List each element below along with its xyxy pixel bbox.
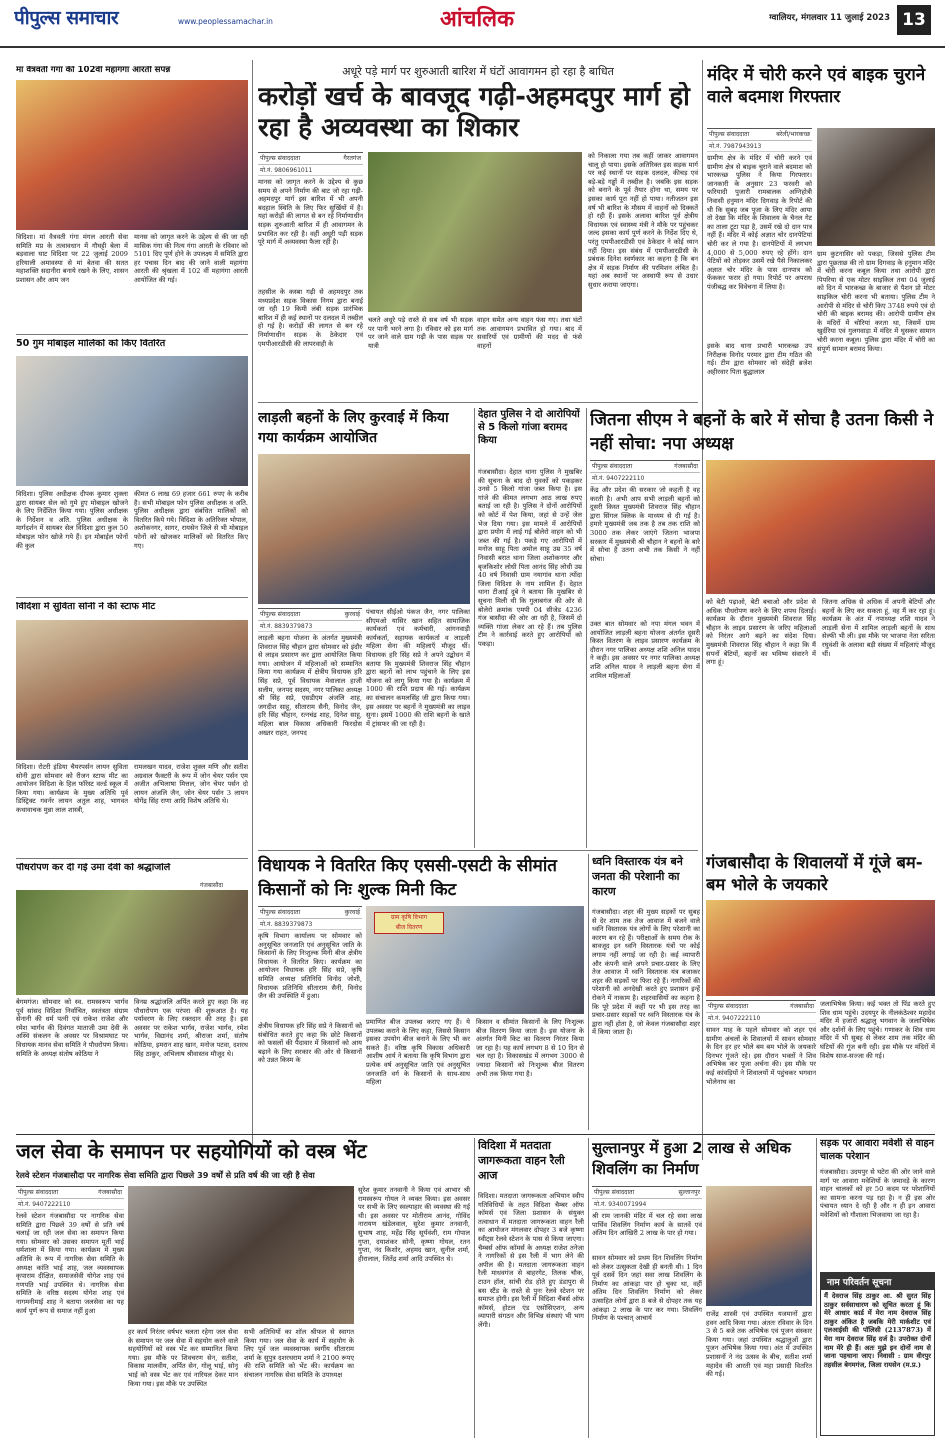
photo-staffmeet [16, 620, 248, 760]
caption-aarti-1: विदिशा। मां वैत्रवती गंगा मंगल आरती सेवा समिति मप्र के तत्वावधान में गौघट्टी बेला में बड़वाला घाट विदिशा पर 22 जुलाई 2009 हरियाली अमावस्या से मां बेतवा की सतत महाशक्ति सदानीरा बनाये रखने के लिए, शासन प्रशासन और आम जन [16, 233, 128, 284]
caption-mobile-1: विदिशा। पुलिस अधीक्षक दीपक कुमार शुक्ला द्वारा सायबर सेल को गुमे हुए मोबाइल खोजने के लिए निर्देशित किया गया। पुलिस अधीक्षक के निर्देशन व अति. पुलिस अधीक्षक के मार्गदर्शन में सायबर सेल विदिशा द्वारा कुल 50 मोबाइल फोन खोजे गये हैं। इन मोबाईल फोनों की कुल [16, 490, 128, 550]
jal-place: गंजबासौदा [98, 1189, 122, 1196]
rally-headline: विदिशा में मतदाता जागरूकता वाहन रैली आज [478, 1139, 565, 1182]
shiv-headline: गंजबासौदा के शिवालयों में गूंजे बम-बम भोले के जयकारे [706, 853, 923, 894]
caption-plantation-2: विनम्र श्रद्धांजलि अर्पित करते हुए कहा कि वह पौधारोपण एक परंपरा की शुरूआत है। यह पर्यावरण के लिए रक्तदान की तरह है। इस अवसर पर राकेश भार्गव, राजेश भार्गव, रमेश भार्गव, विद्यानंद शर्मा, श्रीराजा शर्मा, संतोष कोठिया, इमरान शाह खान, मनोज पटवा, दशरथ सिंह ठाकुर, अभिलाष श्रीवास्तव मौजूद थे। [134, 998, 248, 1058]
ladli-headline: लाड़ली बहनों के लिए कुरवाई में किया गया कार्यक्रम आयोजित [258, 410, 449, 446]
jal-text-4: सुरेश कुमार तनवानी ने किया एवं आभार श्री रामस्वरूप गोयल ने व्यक्त किया। इस अवसर पर सभी के लिए स्वल्पाहार की व्यवस्था की गई थी। इस अवसर पर मोतीराम आनंद, गोविंद नारायण खंडेलवाल, सुरेश कुमार तनवानी, सुभाष शाह, महेंद्र सिंह सूर्यवंशी, राम गोपाल गुप्ता, दयाशंकर सोनी, कृष्णा गोयल, रतन गुप्ता, नंद किशोर, अहमद खान, सुनील शर्मा, हीरालाल, जितेंद्र शर्मा आदि उपस्थित थे। [358, 1186, 470, 1263]
jal-mobile: मो.नं. 9407222110 [16, 1199, 124, 1210]
story-plantation-headline: पौधरोपण कर दी गई उमा देवी को श्रद्धांजलि [16, 863, 171, 873]
kisan-text-1: कृषि विभाग कार्यालय पर सोमवार को अनुसूचित जनजाति एवं अनुसूचित जाति के किसानों के लिए निःशुल्क मिनी बीज क्षेत्रीय विधायक ने वितरित किए। कार्यक्रम का आयोजन विधायक हरि सिंह सप्रे, कृषि समिति अध्यक्ष प्रतिनिधि विनोद जोशी, विधायक प्रतिनिधि सीताराम सैनी, विनोद जैन की उपस्थिति में हुआ। [258, 932, 362, 1001]
shiv-byline-block [706, 1000, 816, 1024]
sultan-mobile: मो.नं. 9340071994 [592, 1199, 702, 1210]
theft-mobile: मो.नं. 7987943913 [707, 141, 812, 152]
theft-photo-caption: ग्राम कुटनासिर को पकड़ा, जिससे पुलिस टीम द्वारा पूछताछ की तो ग्राम दिगवाड़ के हनुमान मंदिर में चोरी करना कबूल किया तथा आरोपी द्वारा पिपरिया से एक मोटर साइकिल तथा 04 जुलाई को दिन में भारकच्छ के बाजार से पैशन प्रो मोटर साइकिल चोरी करना भी बताया। पुलिस टीम ने आरोपी से मंदिर से चोरी किए 3748 रुपये एवं दो चोरी की बाइक बरामद की। आरोपी ग्रामीण क्षेत्र के मंदिरों में चोरियां करता था, जिसमें ग्राम खुर्दरिया एवं गुलगवाड़ा में मंदिर में घुसकर सामान चोरी करना कबूल। पुलिस द्वारा मंदिर में चोरी का संपूर्ण सामान बरामद किया। [817, 250, 935, 353]
masthead [0, 0, 945, 48]
shiv-place: गंजबासौदा [790, 1003, 814, 1010]
jal-kicker: रेलवे स्टेशन गंजबासौदा पर नागरिक सेवा समिति द्वारा पिछले 39 वर्षों से प्रति वर्ष की जा रही है सेवा [16, 1170, 315, 1180]
kisan-mobile: मो.नं. 8839379873 [258, 919, 362, 930]
banner-line-2: बीज वितरण [395, 924, 423, 931]
dhwani-text: गंजबासौदा। शहर की मुख्य सड़कों पर सुबह से देर शाम तक तेज आवाज में बजने वाले ध्वनि विस्तारक यंत्र लोगों के लिए परेशानी का कारण बन रहे हैं। परीक्षाओं के समय रोक के बावजूद इन ध्वनि विस्तारक यंत्रों पर कोई लगाम नहीं लगाई जा रही है। कई व्यापारी और कंपनी वाले अपने प्रचार-प्रसार के लिए तेज आवाज में ध्वनि विस्तारक यंत्र बजाकर शहर की सड़कों पर फिरा रहे हैं। नागरिकों की परेशानी को अनदेखी करते हुए प्रशासन इन्हें रोकने में नाकाम है। शहरवासियों का कहना है कि पूरे प्रदेश में कहीं पर भी इस तरह का प्रचार-प्रसार सड़कों पर ध्वनि विस्तारक यंत्र के द्वारा नहीं होता है, जो केवल गंजबासौदा शहर में किया जाता है। [592, 908, 700, 1037]
plantation-place: गंजबासौदा [200, 882, 224, 889]
banner-line-1: ग्राम कृषि विभाग [390, 914, 427, 921]
cm-byline: पीपुल्स संवाददाता [592, 463, 633, 470]
ladli-mobile: मो.नं. 8839379873 [258, 621, 362, 632]
shiv-text-2: जलाभिषेक किया। कई भक्त तो पिंड करते हुए शिव धाम पहुंचे। उदयपुर के नीलकंठेश्वर महादेव मंदिर में हजारों श्रद्धालु भगवान के जलाभिषेक और दर्शनों के लिए पहुंचे। गणाकर के शिव धाम मंदिर में भी सुबह से लेकर शाम तक मंदिर की घंटियों की गूंज बनी रही। इस मौके पर मंदिरों में विशेष साज-सज्जा की गई। [820, 1000, 935, 1060]
lead-text-2: तहसील के कस्बा गढ़ी से अहमदपुर तक मध्यप्रदेश सड़क विकास निगम द्वारा बनाई जा रही 19 किमी लंबी सड़क प्रारंभिक बारिश में ही कई स्थानों पर दलदल में तब्दील हो गई है। करोड़ों की लागत से बन रहे निर्माणाधीन सड़क के ठेकेदार एवं एमपीआरडीसी की लापरवाही के [258, 288, 363, 348]
column-rule [474, 408, 475, 848]
cm-byline-block [590, 460, 700, 484]
divider [16, 334, 248, 335]
column-rule [586, 408, 587, 848]
cow-headline: सड़क पर आवारा मवेशी से वाहन चालक परेशान [820, 1138, 934, 1162]
column-rule [474, 1138, 475, 1438]
cm-place: गंजबासौदा [674, 463, 698, 470]
sultan-headline: सुल्तानपुर में हुआ 2 लाख से अधिक शिवलिंग का निर्माण [592, 1139, 791, 1178]
story-staffmeet-headline: विदिशा में सुविता सोनी ने की स्टाफ मीट [16, 602, 156, 612]
cm-text-1: केंद्र और प्रदेश की सरकार जो कहती है वह करती है। अभी आप सभी लाड़ली बहनों को दूसरी किस्त मुख्यमंत्री शिवराज सिंह चौहान द्वारा सिंगल क्लिक के माध्यम से दी गई है। हमारे मुख्यमंत्री जब तक है तब तक राशि को 3000 तक लेकर जाएंगे जितना भाजपा सरकार में मुख्यमंत्री श्री चौहान ने बहनों के बारे में सोचा है उतना अभी तक किसी ने नहीं सोचा। [590, 486, 700, 563]
section-label: आंचलिक [440, 7, 514, 32]
photo-kisan [366, 906, 584, 1014]
page-number-text: 13 [902, 10, 926, 30]
divider [258, 850, 698, 851]
column-rule [816, 1138, 817, 1438]
lead-byline-block [258, 152, 363, 176]
lead-headline: करोड़ों खर्च के बावजूद गढ़ी-अहमदपुर मार्ग हो रहा है अव्यवस्था का शिकार [258, 82, 690, 143]
theft-headline: मंदिर में चोरी करने एवं बाइक चुराने वाले बदमाश गिरफ्तार [707, 65, 926, 107]
theft-byline: पीपुल्स संवाददाता [709, 131, 750, 138]
lead-byline: पीपुल्स संवाददाता [260, 155, 301, 162]
logo-text: पीपुल्स समाचार [14, 7, 119, 29]
photo-shiv [706, 900, 935, 996]
cm-headline: जितना सीएम ने बहनों के बारे में सोचा है उतना किसी ने नहीं सोचा: नपा अध्यक्ष [590, 410, 934, 454]
section-title [412, 3, 542, 35]
lead-photo-caption: चलते अधूरे पड़े रास्ते से सब वर्ष भी सड़क पर पानी भरने लगा है। रविवार को इस मार्ग पर जाने वाले ग्राम गढ़ी के पास सड़क पर यात्री [368, 316, 473, 350]
divider [258, 402, 698, 403]
cm-text-3: को बेटी पढ़ाओ, बेटी बचाओ और प्रदेश से अधिक पौधरोपण करने के लिए शपथ दिलाई। कार्यक्रम के दौरान मुख्यमंत्री शिवराज सिंह चौहान के लाइव प्रसारण के जरिए महिलाओं को निरंतर आगे बढ़ने का संदेश दिया। मुख्यमंत्री शिवराज सिंह चौहान ने कहा कि मैं सपनों बेटियों, बहनों का भविष्य संवारने में लगा हूं। [706, 598, 816, 667]
jal-headline: जल सेवा के समापन पर सहयोगियों को वस्त्र भेंट [16, 1139, 367, 1163]
caption-aarti-2: मानस को जागृत करने के उद्देश्य से की जा रही मासिक गंगा की नित्य गंगा आरती के रविवार को 5101 दिए पूर्ण होने के उपलक्ष्य में समिति द्वारा हर पचास दिन बाद की जाने वाली महागंगा आरती की श्रृंखला में 102 वीं महागंगा आरती आयोजित की गई। [134, 233, 248, 284]
theft-text-2: इसके बाद थाना प्रभारी भारकच्छ उप निरीक्षक विनोद परमार द्वारा टीम गठित की गई। टीम द्वारा सोमवार को संदेही ब्रजेश अहीरवार पिता बुद्धालाल [707, 342, 812, 376]
photo-mobile [16, 356, 248, 486]
notice-text: मैं देवराज सिंह ठाकुर आ. श्री सुरत सिंह ठाकुर सर्वसाधारण को सूचित करता हूं कि मेरे आधार कार्ड में मेरा नाम देवराज सिंह ठाकुर अंकित है जबकि मेरी मार्कशीट एवं एलआईसी की पॉलिसी (2137873) में मेरा नाम देवराज सिंह दर्ज है। उपरोक्त दोनों नाम मेरे ही हैं। अतः मुझे इन दोनों नाम से जाना पहचाना जाए। निवासी : ग्राम वीरपुर तहसील बेगमगंज, जिला रायसेन (म.प्र.) [824, 1292, 931, 1369]
lead-place: गैरतगंज [343, 155, 361, 162]
column-rule [702, 60, 703, 1160]
cm-text-4: जितना अधिक से अधिक में अपनी बेटियों और बहनों के लिए कर सकता हूं, वह मैं कर रहा हूं। कार्यक्रम के अंत में नपाध्यक्ष शशि यादव ने लाड़ली सेना में शामिल लाड़ली बहनों के साथ सेल्फी भी ली। इस मौके पर भाजपा नेता सरिता रघुवंशी के अलावा बड़ी संख्या में महिलाएं मौजूद थीं। [822, 598, 935, 658]
dhwani-headline: ध्वनि विस्तारक यंत्र बने जनता की परेशानी का कारण [592, 855, 683, 898]
shiv-byline: पीपुल्स संवाददाता [708, 1003, 749, 1010]
jal-byline: पीपुल्स संवाददाता [18, 1189, 59, 1196]
photo-theft [817, 128, 935, 246]
ganja-headline: देहात पुलिस ने दो आरोपियों से 5 किलो गांजा बरामद किया [478, 409, 580, 446]
ladli-byline: पीपुल्स संवाददाता [260, 611, 301, 618]
cow-text: गंजबासौदा। उदयपुर से घटेरा की ओर जाने वाले मार्ग पर आवारा मवेशियों के जमावड़े के कारण वाहन चालकों को हर 50 कदम पर परेशानियों का सामना करना पड़ रहा है। न ही इस ओर पंचायत ध्यान दे रही है और न ही इन आवारा मवेशियों को गौशाला भिजवाया जा रहा है। [820, 1168, 935, 1219]
photo-road [368, 152, 582, 312]
photo-ladli [258, 454, 470, 604]
photo-sultan [706, 1186, 812, 1306]
theft-place: बरेली/भारकच्छ [776, 131, 810, 138]
theft-text-1: ग्रामीण क्षेत्र के मंदिर में चोरी करने एवं ग्रामीण क्षेत्र से बाइक चुराने वाले बदमाश को भारकच्छ पुलिस ने किया गिरफ्तार। जानकारी के अनुसार 23 फरवरी को फरियादी पुजारी रामबालक अग्निहोत्री निवासी हनुमान मंदिर दिगवाड़ के रिपोर्ट की थी कि सुबह जब पूजा के लिए मंदिर आया तो देखा कि मंदिर के शिवालय के चैनल गेट का ताला टूटा पड़ा है, उसमें रखे दो दान पात्र नहीं हैं। मंदिर में कोई अज्ञात चोर दानपेटियां चोरी कर ले गया है। दानपेटियों में लगभग 4,000 से 5,000 रुपए रहे होंगे। दान पेटियों को तोड़कर उसमें रखे पैसे निकालकर अज्ञात चोर मंदिर के पास दानपात्र को फेंककर फरार हो गया। रिपोर्ट पर अपराध पंजीबद्ध कर विवेचना में लिया है। [707, 154, 812, 291]
ladli-text-2: पंचायत सीईओ पंकज जैन, नगर पालिका सीएमओ यासिर खान सहित सामाजिक कार्यकर्ता एवं कर्मचारी, आंगनवाड़ी कार्यकर्ता, सहायक कार्यकर्ता व लाड़ली महिला सेना की महिलाएँ मौजूद थीं। विधायक हरि सिंह सप्रे ने अपने उद्बोधन में बताया कि मुख्यमंत्री शिवराज सिंह चौहान द्वारा बहनों को लाभ पहुंचाने के लिए इस योजना को लागू किया गया है। कार्यक्रम में 1000 की राशि प्रदाय की गई। कार्यक्रम का संचालन कमलसिंह जी द्वारा किया गया। इस अवसर पर बहनों ने मुख्यमंत्री का लाइव सुना। इसमें 1000 की राशि बहनों के खाते में ट्रांसफर की जा रही है। [366, 608, 470, 728]
jal-text-1: रेलवे स्टेशन गंजबासौदा पर नागरिक सेवा समिति द्वारा पिछले 39 वर्षों से प्रति वर्ष चलाई जा रही जल सेवा का समापन किया गया। सोमवार को उसका समापन मूर्ती भाई धर्मशाला में किया गया। कार्यक्रम में मुख्य अतिथि के रूप में नागरिक सेवा समिति के अध्यक्ष कांति भाई शाह, जल व्यवस्थापक कृपाराम दीक्षित, समाजसेवी योगेश शाह एवं गणपति भाई उपस्थित थे। नागरिक सेवा समिति के वरिष्ठ सदस्य योगेश शाह एवं नागमनीमाई शाह ने बताया जलसेवा का यह कार्य पूर्ण रूप से समाज नहीं हुआ [16, 1212, 124, 1315]
ladli-text-1: लाड़ली बहना योजना के अंतर्गत मुख्यमंत्री शिवराज सिंह चौहान द्वारा सोमवार को इंदौर से लाइव प्रसारण कर द्वारा आयोजित किया गया। आयोजन में महिलाओं को सम्मानित किया गया कार्यक्रम में क्षेत्रीय विधायक हरि सिंह सप्रे, पूर्व विधायक मेवालाल हाजी सलीम, जनपद सदस्य, नगर पालिका अध्यक्ष श्री सिंह सप्रे, एसडीएम अंजलि शाह, जगदीश साहू, सीताराम सैनी, विनोद जैन, हरि सिंह चौहान, रत्नचंद्र शाह, दिनेश साहू, महिला बाल विकास अधिकारी फिरदोस अख्तर राहत, जनपद [258, 634, 362, 737]
kisan-place: कुरवाई [344, 909, 360, 916]
sultan-text-2: सावन सोमवार को प्रथम दिन शिवलिंग निर्माण को लेकर उत्सुकता देखी ही बनती थी। 1 दिन पूर्व दसवें दिन जहां सवा लाख शिवलिंग के निर्माण का आंकड़ा पार हो चुका था, वहीं अंतिम दिन शिवलिंग निर्माण को लेकर उत्साहित लोगों द्वारा 8 बजे से दोपहर तक यह आंकड़ा 2 लाख के पार कर गया। शिवलिंग निर्माण के पश्चात् आचार्य [592, 1254, 702, 1323]
sultan-byline: पीपुल्स संवाददाता [594, 1189, 635, 1196]
kisan-byline-block [258, 906, 362, 930]
jal-text-2: हर कार्य निरंतर वर्षभर चलता रहेगा जल सेवा के समापन पर जल सेवा में सहयोग करने वाले सहयोगियों को वस्त्र भेंट कर सम्मानित किया गया। इस मौके पर शिवचरण सेन, सतीश, विकास मालवीय, अर्पित सेन, गोलू भाई, सोनू भाई को वस्त्र भेंट कर एवं नारियल देकर मान किया गया। इस मौके पर उपस्थित [128, 1328, 238, 1388]
kisan-headline: विधायक ने वितरित किए एससी-एसटी के सीमांत किसानों को निः शुल्क मिनी किट [258, 856, 557, 900]
story-mobile-headline: 50 गुम मोबाइल मालिकों को किए वितरित [16, 339, 166, 349]
caption-staffmeet-1: विदिशा। रोटरी इंडिया चैयरपर्सन लायन सुविता सोनी द्वारा सोमवार को रीजन स्टाफ मीट का आयोजन विदिशा के हिल फॉरेस्ट वर्ल्ड स्कूल में किया गया। कार्यक्रम के मुख्य अतिथि पूर्व डिस्ट्रिक्ट गवर्नर लायन अतुल शाह, भागवत कथावाचक मुन्ना लाल शास्त्री, [16, 763, 128, 814]
column-rule [252, 60, 253, 1160]
column-rule [588, 1138, 589, 1438]
column-rule [588, 854, 589, 1130]
kisan-text-3: किसान व सीमांत किसानों के लिए निःशुल्क बीज वितरण किया जाता है। इस योजना के अंतर्गत मिनी किट का वितरण निरंतर किया जा रहा है। यह कार्य लगभग 8 से 10 दिन से चल रहा है। विकासखंड में लगभग 3000 से ज्यादा किसानों को निःशुल्क बीज वितरण अभी तक किया गया है। [476, 1018, 584, 1078]
ganja-text: गंजबासौदा। देहात थाना पुलिस ने मुखबिर की सूचना के बाद दो युवकों को पकड़कर उनसे 5 किलो गांजा जब्त किया है। इस गांजे की कीमत लगभग आठ लाख रुपए बताई जा रही है। पुलिस ने दोनों आरोपियों को कोर्ट में पेश किया, जहां से उन्हें जेल भेज दिया गया। इस मामले में आरोपियों द्वारा प्रयोग में लाई गई बोलेरो वाहन को भी जब्त की गई है। पकड़े गए आरोपियों में मनोज साहू पिता अमोल साहू उम्र 35 वर्ष निवासी बरात थाना जिला अशोकनगर और बृजकिशोर लोधी पिता आनंद सिंह लोधी उम्र 40 वर्ष निवासी ग्राम नयागांव थाना त्योंदा जिला विदिशा के नाम शामिल हैं। देहात थाना टीआई दुबे ने बताया कि मुखबिर से सूचना मिली थी कि गुलाबगंज की ओर से बोलेरो क्रमांक एमपी 04 सीजेड 4236 गंज बासौदा की ओर आ रही है, जिसमें दो व्यक्ति गांजा लेकर आ रहे हैं। तब पुलिस टीम ने कार्रवाई करते हुए आरोपियों को पकड़ा। [478, 468, 582, 648]
notice-title: नाम परिवर्तन सूचना [821, 1273, 934, 1290]
caption-plantation-1: बेगमगंज। सोमवार को स्व. रामस्वरूप भार्गव पूर्व सांसद विदिशा निर्वाचित, स्वतंत्रता संग्राम सेनानी की धर्म पत्नी एवं राकेश राजेश और रमेश भार्गव की दिवंगत माताजी उमा देवी के अस्थि संकलन के अवसर पर विश्रामघाट पर विधायक मानव सेवा समिति ने पौधरोपण किया। समिति के अध्यक्ष संतोष कोठिया ने [16, 998, 128, 1058]
sultan-byline-block [592, 1186, 702, 1210]
sultan-text-1: श्री राम जानकी मंदिर में चल रहे सवा लाख पार्थिव शिवलिंग निर्माण कार्य के सातवें एवं अंतिम दिन आखिरी 2 लाख के पार हो गया। [592, 1212, 702, 1238]
ladli-byline-block [258, 608, 362, 632]
rally-text: विदिशा। मतदाता जागरूकता अभियान स्वीप गतिविधियों के तहत विदिशा चैम्बर ऑफ कॉमर्स एवं जिला प्रशासन के संयुक्त तत्वाधान में मतदाता जागरूकता वाहन रैली का आयोजन मंगलवार दोपहर 3 बजे कृष्णा स्वीट्स रेलवे स्टेशन के पास से किया जाएगा। चैम्बर्स ऑफ कॉमर्स के अध्यक्ष राजेश तनेजा ने नागरिकों से इस रैली में भाग लेने की अपील की है। मतदाता जागरूकता वाहन रैली माधवगंज से बाहरगेट, तिलक चौक, टाउन हॉल, सांची रोड होते हुए डंडापुरा से बस स्टैंड के रास्ते से पुनः रेलवे स्टेशन पर समाप्त होगी। इस रैली में विदिशा चैंबर्स ऑफ कॉमर्स, होटल एंड एसोसिएशन, अन्य व्यापारी संगठन और विभिन्न संस्थाएं भी भाग लेंगी। [478, 1192, 584, 1329]
theft-byline-block [707, 128, 812, 152]
kisan-text-2: क्षेत्रीय विधायक हरि सिंह सप्रे ने किसानों को संबोधित करते हुए कहा कि छोटे किसानों को फसलों की पैदावार में किसानों को आय बढ़ाने के लिए सरकार की ओर से किसानों को उन्नत किस्म के [258, 1022, 362, 1065]
shiv-text-1: सावन माह के पहले सोमवार को शहर एवं ग्रामीण अंचलों के शिवालयों में सावन सोमवार के दिन हर हर भोले बम बम भोले के जयकारे दिनभर गूंजते रहे। इस दौरान भक्तों ने शिव अभिषेक कर पूजा अर्चना की। इस मौके पर कई कांवड़ियों ने शिवालयों में पहुंचकर भगवान भोलेनाथ का [706, 1026, 816, 1086]
lead-text-3: वाहन समेत अन्य वाहन फंस गए। तथा घंटों तक आवागमन प्रभावित हो गया। बाद में सवारियों एवं ग्रामीणों की मदद से फंसे वाहनों [477, 316, 582, 350]
kisan-byline: पीपुल्स संवाददाता [260, 909, 301, 916]
lead-kicker: अधूरे पड़े मार्ग पर शुरुआती बारिश में घंटों आवागमन हो रहा है बाधित [342, 65, 614, 78]
caption-mobile-2: कीमत 6 लाख 69 हजार 661 रुपए के करीब है। सभी मोबाइल फोन पुलिस अधीक्षक व अति. पुलिस अधीक्षक द्वारा संबंधित मालिकों को वितरित किये गये। विदिशा के अतिरिक्त भोपाल, अशोकनगर, सागर, रायसेन जिले से भी मोबाइल फोनों को खोजकर मालिकों को वितरित किए गए। [134, 490, 248, 550]
cm-text-2: उक्त बात सोमवार को नपा मंगल भवन में आयोजित लाड़ली बहना योजना अंतर्गत दूसरी किस्त वितरण के लाइव प्रसारण कार्यक्रम के दौरान नगर पालिका अध्यक्ष शशि अनिल यादव ने कही। इस अवसर पर नगर पालिका अध्यक्ष शशि अनिल यादव ने लाड़ली बहना सेना में शामिल महिलाओं [590, 620, 700, 680]
cm-mobile: मो.नं. 9407222110 [590, 473, 700, 484]
ladli-place: कुरवाई [344, 611, 360, 618]
jal-byline-block [16, 1186, 124, 1210]
photo-plantation [16, 890, 248, 995]
photo-aarti [16, 80, 248, 230]
banner-sign [374, 912, 444, 934]
divider [16, 1134, 935, 1135]
lead-text-1: मानस को जागृत करने के उद्देश्य से कुछ समय से अपने निर्माण की बाट जो रहा गढ़ी-अहमदपुर मार्ग इस बारिश में भी अपनी बदहाल स्थिति के लिए फिर सुर्खियों में है। यहां करोड़ों की लागत से बन रहे निर्माणाधीन सड़क शुरुआती बारिश में ही आवागमन के प्रभावित कर रही है। वहीं अधूरी पड़ी सड़क पूरे मार्ग में अव्यवस्था फैला रही है। [258, 178, 363, 247]
story-aarti-headline: मां वैत्रवती गंगा की 102वीं महागंगा आरती संपन्न [16, 66, 171, 75]
kisan-photo-caption: प्रमाणित बीज उपलब्ध कराए गए हैं। ये उपलब्ध कराने के लिए कहा, जिससे किसान इसका उपयोग बीज बनाने के लिए भी कर सकते हैं। वरिष्ठ कृषि विकास अधिकारी आशीष आर्य ने बताया कि कृषि विभाग द्वारा प्रत्येक वर्ष अनुसूचित जाति एवं अनुसूचित जनजाति वर्ग के किसानों के साथ-साथ महिला [366, 1018, 470, 1087]
lead-text-4: को निकाला गया तब कहीं जाकर आवागमन चालू हो पाया। इसके अतिरिक्त इस सड़क मार्ग पर कई स्थानों पर सड़क दलदल, कीचड़ एवं बड़े-बड़े गड्ढों में तब्दील है। जबकि इस सड़क को बनाने के पूर्व तैयार होना था, समय पर इसका कार्य पूरा नहीं हो पाया। नतीजतन इस वर्ष भी बारिश के मौसम में वाहनों को दिक्कतें हो रही हैं। इसके अलावा बारिश पूर्व क्षेत्रीय विधायक एवं स्वास्थ्य मंत्री ने मौके पर पहुंचकर जल्द इसका कार्य पूर्ण करने के निर्देश दिए थे, परंतु एमपीआरडीसी एवं ठेकेदार ने कोई ध्यान नहीं दिया। इस संबंध में एमपीआरडीसी के प्रबंधक दिनेश स्वर्णकार का कहना है कि बन क्षेत्र में सड़क निर्माण की परमिशन लंबित है। यहां अब स्थानों पर अस्थायी रूप से उधार सुधार कराया जाएगा। [588, 152, 698, 289]
logo [14, 4, 174, 30]
page-number [897, 5, 931, 35]
photo-cm [706, 460, 935, 594]
photo-jal [128, 1186, 354, 1324]
shiv-mobile: मो.नं. 9407222110 [706, 1013, 816, 1024]
divider [16, 858, 248, 859]
lead-mobile: मो.नं. 9806961011 [258, 165, 363, 176]
sultan-text-3: राजेंद्र शास्त्री एवं उपस्थित यजमानों द्वारा हवन आदि किया गया। अंततः रविवार के दिन 3 से 5 बजे तक अभिषेक एवं पूजन संस्कार किया गया। जहां उपस्थित श्रद्धालुओं द्वारा पूजन अभिषेक किया गया। अंत में उपस्थित प्रशासनों ने नंद उत्सव के बीच, सतीश शर्मा महादेव की आरती एवं महा प्रसादी वितरित की गई। [706, 1310, 812, 1379]
website: www.peoplessamachar.in [178, 17, 273, 26]
jal-text-3: सभी अतिथियों का शॉल श्रीफल से स्वागत किया गया। जल सेवा के कार्य में सहयोग के लिए पूर्व जल व्यवस्थापक स्वर्गीय सीताराम शर्मा के सुपुत्र दशरथराम शर्मा ने 2100 रूपए की राशि समिति को भेंट की। कार्यक्रम का संचालन नागरिक सेवा समिति के उपाध्यक्ष [244, 1328, 354, 1379]
name-change-notice [820, 1272, 935, 1436]
sultan-place: सुल्तानपुर [678, 1189, 700, 1196]
dateline: ग्वालियर, मंगलवार 11 जुलाई 2023 [769, 13, 890, 23]
caption-staffmeet-2: रामलखन यादव, राजेश शुक्ल मणि और सतीश अग्रवाल फैक्टरी के रूप में जोन चेयर पर्सन एम अजीत अभिलाषा मित्तल, जोन चेयर पर्सन दो लायन अंजलि जैन, जोन चेयर पर्सन 3 लायन योगेंद्र सिंह राणा आदि विशेष अतिथि थे। [134, 763, 248, 806]
divider [16, 597, 248, 598]
